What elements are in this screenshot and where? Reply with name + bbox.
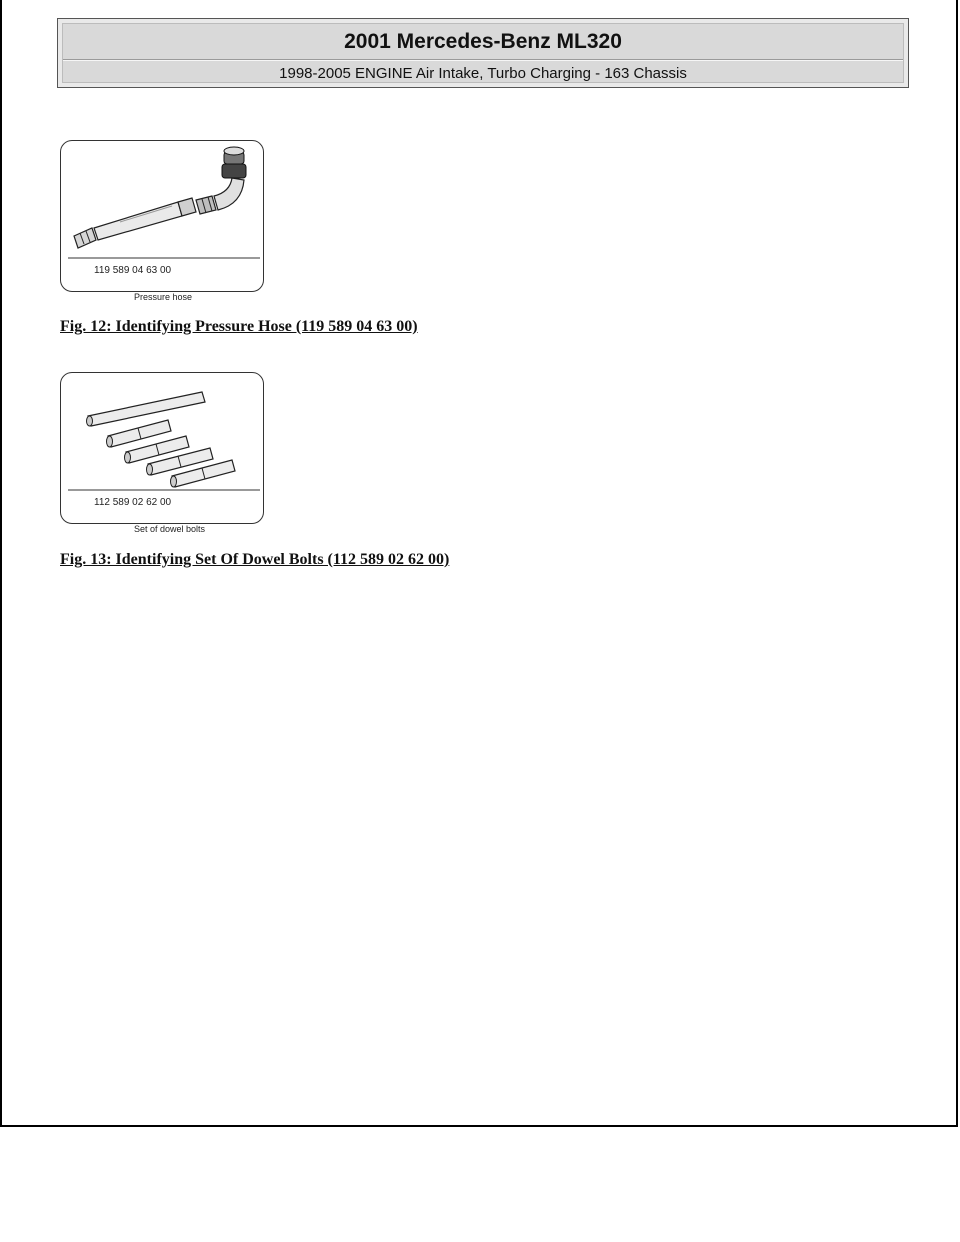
part-number-label: 119 589 04 63 00 [94,265,172,276]
header-title: 2001 Mercedes-Benz ML320 [344,30,622,53]
figure-caption[interactable]: Fig. 13: Identifying Set Of Dowel Bolts (112 589 02 62 00) [60,551,450,568]
document-header [57,18,909,88]
part-number-label: 112 589 02 62 00 [94,497,172,508]
header-subtitle: 1998-2005 ENGINE Air Intake, Turbo Charging - 163 Chassis [279,65,687,82]
header-panel [62,23,904,83]
header-divider [63,59,903,61]
figure-dowel-bolts [60,372,270,537]
figure-pressure-hose [60,140,270,305]
part-name-label: Pressure hose [134,292,193,302]
part-name-label: Set of dowel bolts [134,524,206,534]
figure-caption[interactable]: Fig. 12: Identifying Pressure Hose (119 589 04 63 00) [60,318,418,335]
